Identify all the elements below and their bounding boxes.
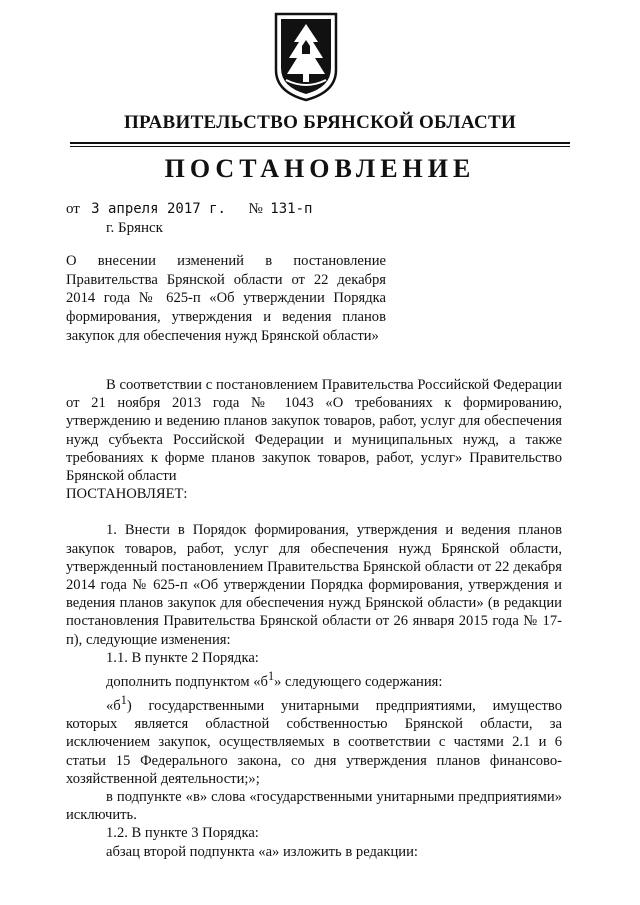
text-part: дополнить подпунктом «б <box>106 673 268 690</box>
number-prefix: № <box>248 201 263 217</box>
text-part: «б <box>106 697 121 714</box>
text-part: » следующего содержания: <box>274 673 443 690</box>
superscript: 1 <box>120 693 127 708</box>
item-1-1-subitem-text <box>66 691 562 788</box>
item-1-1-paragraph: 1.1. В пункте 2 Порядка: <box>106 649 259 666</box>
document-body <box>66 376 562 861</box>
item-1-2-subitem: абзац второй подпункта «а» изложить в редакции: <box>106 843 418 860</box>
subject-text: О внесении изменений в постановление Правительства Брянской области от 22 декабря 2014 года № 625-п «Об утверждении Порядка формирования, утверждения и ведения планов закупок для обеспечения нужд Брянской области» <box>66 253 386 344</box>
item-1-paragraph: 1. Внести в Порядок формирования, утверждения и ведения планов закупок товаров, работ, услуг для обеспечения нужд Брянской области, утвержденный постановлением Правительства Брянской области от 22 декабря 2014 года № 625-п «Об утверждении Порядка формирования, утверждения и ведения планов закупок для обеспечения нужд Брянской области» (в редакции постановления Правительства Брянской области от 26 января 2015 года № 17-п), следующие изменения: <box>66 522 562 648</box>
preamble-paragraph: В соответствии с постановлением Правительства Российской Федерации от 21 ноября 2013 года № 1043 «О требованиях к формированию, утверждению и ведению планов закупок товаров, работ, услуг для обеспечения нужд субъекта Российской Федерации и муниципальных нужд, а также требованиях к форме планов закупок товаров, работ, услуг» Правительство Брянской области <box>66 377 562 485</box>
item-1-1-add-subitem <box>66 667 562 691</box>
text-part: ) государственными унитарными предприятиями, имущество которых является областной собственностью Брянской области, за исключением закупок, осуществляемых в соответствии с частями 2.1 и 6 статьи 15 Федерального закона, со дня утверждения планов финансово-хозяйственной деятельности;»; <box>66 697 562 787</box>
document-number: 131-п <box>270 201 313 217</box>
date-prefix: от <box>66 201 80 217</box>
header-rule-thick <box>70 142 570 144</box>
header-rule-thin <box>70 146 570 147</box>
resolves-heading: ПОСТАНОВЛЯЕТ: <box>66 486 188 503</box>
document-date: 3 апреля 2017 г. <box>91 201 226 217</box>
document-subject <box>66 252 386 346</box>
document-type-title: ПОСТАНОВЛЕНИЕ <box>164 154 476 183</box>
superscript: 1 <box>267 669 275 684</box>
item-1-2-paragraph: 1.2. В пункте 3 Порядка: <box>106 825 259 842</box>
document-city: г. Брянск <box>106 220 163 236</box>
organization-name: ПРАВИТЕЛЬСТВО БРЯНСКОЙ ОБЛАСТИ <box>123 112 517 133</box>
coat-of-arms-icon <box>272 10 340 102</box>
item-1-1-exclusion: в подпункте «в» слова «государственными унитарными предприятиями» исключить. <box>66 788 562 824</box>
date-number-line <box>66 201 312 218</box>
